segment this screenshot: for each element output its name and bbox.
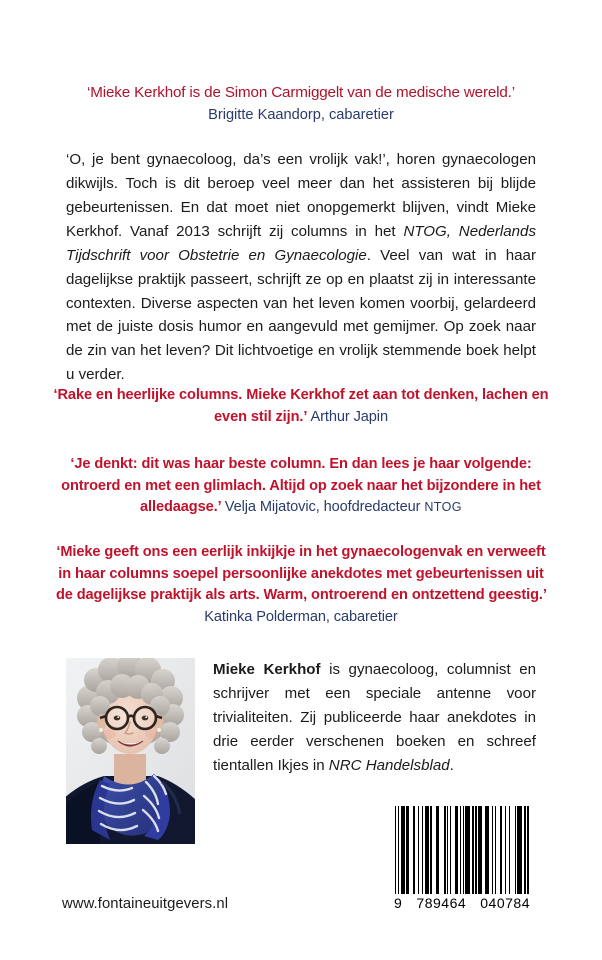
review-quote-3-attribution-smallcaps: NTOG	[424, 500, 462, 515]
review-quote-3	[50, 454, 552, 519]
author-bio-part-1: is gynaecoloog, columnist en schrijver met een speciale antenne voor trivialiteiten. Zij publiceerde haar anekdotes in drie eerder verschenen boeken en schreef tientallen Ikjes in	[213, 661, 536, 774]
review-quote-3-attribution: Velja Mijatovic, hoofdredacteur	[224, 499, 425, 516]
top-pull-quote	[50, 82, 552, 125]
isbn-barcode	[386, 801, 538, 922]
author-bio-part-2: .	[449, 756, 454, 774]
blurb-text-part-1: ‘O, je bent gynaecoloog, da’s een vrolijk vak!’, horen gynaecologen dikwijls. Toch is dit beroep veel meer dan het assisteren bij blijde gebeurtenissen. En dat moet niet onopgemerkt blijven, vindt Mieke Kerkhof. Vanaf 2013 schrijft zij columns in het	[66, 151, 536, 240]
review-quote-2-attribution: Arthur Japin	[310, 408, 388, 425]
blurb-text-part-2: . Veel van wat in haar dagelijkse praktijk passeert, schrijft ze op en plaatst zij in interessante contexten. Diverse aspecten van het leven komen voorbij, gelardeerd met de juiste dosis humor en aangevuld met gemijmer. Op zoek naar de zin van het leven? Dit lichtvoetige en vrolijk stemmende boek helpt u verder.	[66, 246, 536, 384]
book-description	[66, 148, 536, 387]
barcode-digit-group-1: 789464	[416, 895, 467, 911]
barcode-digits	[392, 895, 532, 911]
author-bio	[213, 658, 536, 778]
top-quote-text: ‘Mieke Kerkhof is de Simon Carmiggelt van de medische wereld.’	[87, 84, 515, 101]
review-quote-2-text: ‘Rake en heerlijke columns. Mieke Kerkhof zet aan tot denken, lachen en even stil zijn.’	[53, 387, 549, 425]
review-quote-3-text: ‘Je denkt: dit was haar beste column. En dan lees je haar volgende: ontroerd en met een glimlach. Altijd op zoek naar het bijzondere in het alledaagse.’	[61, 456, 541, 516]
barcode-bars	[395, 806, 529, 894]
author-portrait-photo	[66, 658, 195, 844]
author-bio-publication: NRC Handelsblad	[328, 756, 450, 774]
blurb-journal-title: NTOG, Nederlands Tijdschrift voor Obstetrie en Gynaecologie	[66, 222, 536, 264]
review-quote-4	[50, 542, 552, 628]
author-name: Mieke Kerkhof	[213, 661, 321, 678]
author-portrait-illustration	[66, 658, 195, 844]
barcode-digit-group-2: 040784	[480, 895, 530, 911]
review-quote-2	[50, 385, 552, 428]
barcode-digit-left: 9	[394, 895, 403, 911]
review-quote-4-attribution: Katinka Polderman, cabaretier	[204, 608, 398, 625]
publisher-website[interactable]: www.fontaineuitgevers.nl	[62, 896, 229, 912]
top-quote-attribution: Brigitte Kaandorp, cabaretier	[208, 106, 394, 123]
review-quote-4-text: ‘Mieke geeft ons een eerlijk inkijkje in het gynaecologenvak en verweeft in haar columns soepel persoonlijke anekdotes met gebeurtenissen uit de dagelijkse praktijk als arts. Warm, ontroerend en ontzettend geestig.’	[55, 544, 547, 604]
